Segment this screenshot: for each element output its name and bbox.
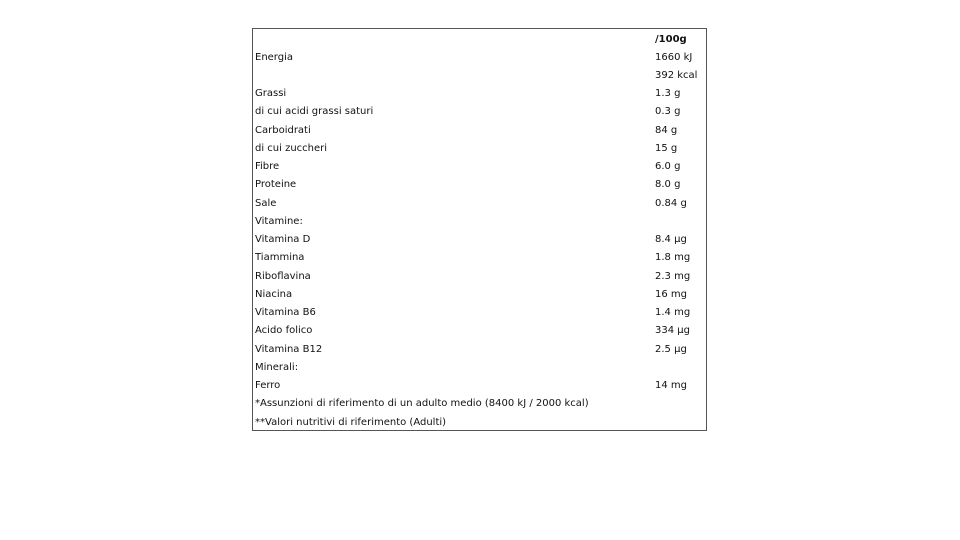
row-label: Acido folico [255,325,313,336]
row-value: 16 mg [655,289,687,300]
row-value: 0.84 g [655,198,687,209]
table-row [255,195,704,213]
table-row [255,213,704,231]
table-row [255,341,704,359]
table-row [255,140,704,158]
footnote-nutrient-reference [255,414,704,432]
row-value: 14 mg [655,380,687,391]
row-label: Riboflavina [255,271,311,282]
row-label: Fibre [255,161,280,172]
table-row [255,268,704,286]
row-label: Niacina [255,289,293,300]
table-row [255,85,704,103]
row-value: 392 kcal [655,70,698,81]
table-row [255,304,704,322]
footnote-text: **Valori nutritivi di riferimento (Adulti) [255,417,447,428]
row-label: Grassi [255,88,287,99]
table-row [255,231,704,249]
row-label: Minerali: [255,362,299,373]
row-label: Vitamina D [255,234,311,245]
row-label: di cui zuccheri [255,143,328,154]
row-value: 2.5 µg [655,344,687,355]
row-label: Sale [255,198,277,209]
table-row [255,67,704,85]
footnote-text: *Assunzioni di riferimento di un adulto medio (8400 kJ / 2000 kcal) [255,398,589,409]
column-header-per-100g: /100g [655,34,687,45]
table-row [255,103,704,121]
row-value: 334 µg [655,325,690,336]
table-row [255,176,704,194]
table-row [255,322,704,340]
table-row [255,249,704,267]
row-value: 1.4 mg [655,307,691,318]
row-label: Energia [255,52,293,63]
table-row [255,122,704,140]
table-row [255,49,704,67]
row-label: di cui acidi grassi saturi [255,106,374,117]
table-row [255,158,704,176]
row-value: 1.3 g [655,88,681,99]
row-value: 84 g [655,125,678,136]
row-value: 8.4 µg [655,234,687,245]
row-label: Proteine [255,179,297,190]
row-label: Vitamina B6 [255,307,316,318]
table-row [255,377,704,395]
row-label: Ferro [255,380,281,391]
row-label: Vitamina B12 [255,344,323,355]
row-label: Carboidrati [255,125,311,136]
row-value: 8.0 g [655,179,681,190]
row-value: 2.3 mg [655,271,691,282]
footnote-reference-intake [255,395,704,413]
row-value: 6.0 g [655,161,681,172]
table-row [255,286,704,304]
row-value: 1660 kJ [655,52,693,63]
row-value: 1.8 mg [655,252,691,263]
row-label: Vitamine: [255,216,303,227]
table-row [255,359,704,377]
row-label: Tiammina [255,252,305,263]
row-value: 0.3 g [655,106,681,117]
nutrition-table [252,28,707,431]
row-value: 15 g [655,143,678,154]
